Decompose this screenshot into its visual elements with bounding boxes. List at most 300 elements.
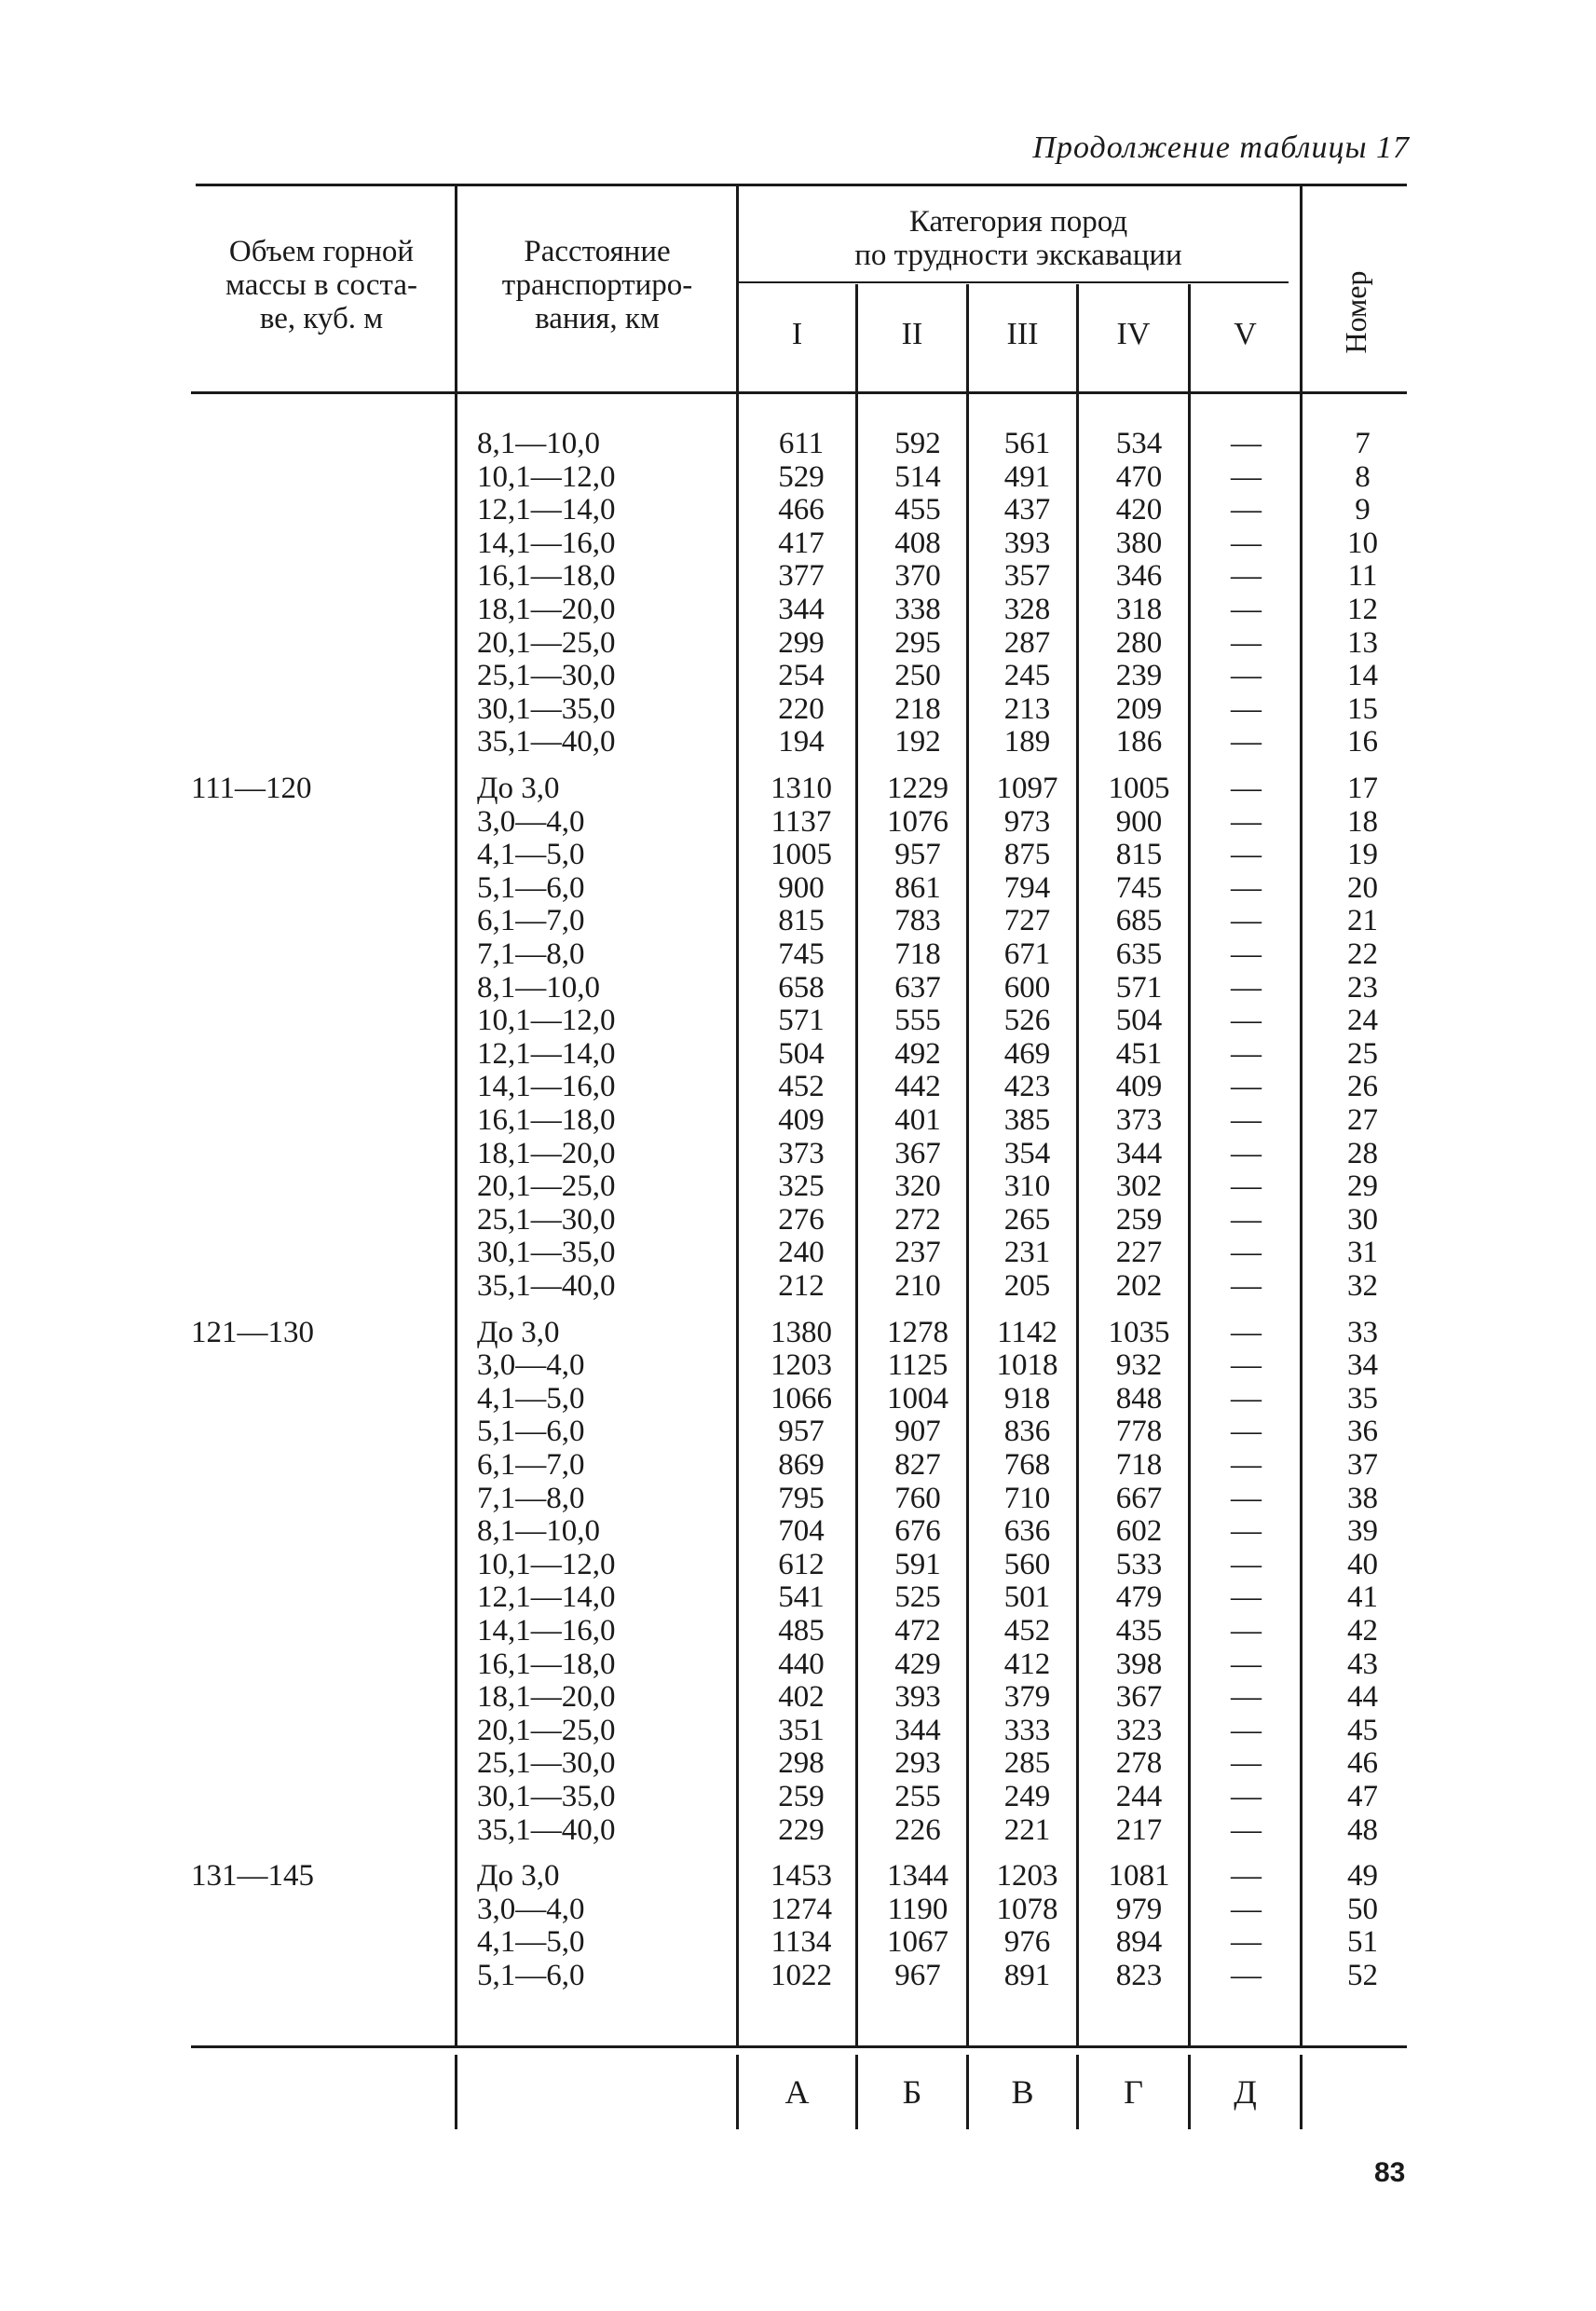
cell-iv: 479: [1115, 1580, 1163, 1615]
cell-num: 48: [1347, 1812, 1378, 1847]
table-bottom-rule: [191, 2045, 1407, 2048]
table-row: [0, 1746, 1596, 1780]
cell-ii: 525: [894, 1580, 941, 1615]
cell-v: —: [1231, 1514, 1262, 1549]
cell-iii: 891: [1003, 1959, 1051, 1992]
cell-num: 22: [1347, 937, 1378, 971]
cell-i: 869: [778, 1448, 825, 1482]
cell-num: 32: [1347, 1269, 1378, 1303]
cell-iv: 470: [1115, 459, 1163, 494]
header-distance: [458, 235, 736, 335]
cell-i: 276: [778, 1202, 825, 1237]
cell-v: —: [1231, 1315, 1262, 1349]
cell-ii: 344: [894, 1713, 941, 1747]
cell-num: 16: [1347, 725, 1378, 759]
cell-num: 30: [1347, 1202, 1378, 1237]
table-row: [0, 1813, 1596, 1847]
cell-iv: 186: [1115, 725, 1163, 759]
cell-v: —: [1231, 1547, 1262, 1581]
category-rule: [739, 281, 1289, 283]
cell-iii: 285: [1003, 1746, 1051, 1781]
cell-ii: 320: [894, 1169, 941, 1204]
cell-v: —: [1231, 1859, 1262, 1894]
cell-dist: 3,0—4,0: [477, 1348, 585, 1383]
cell-dist: 20,1—25,0: [477, 625, 616, 660]
cell-iii: 1078: [996, 1892, 1058, 1926]
cell-vol: 131—145: [191, 1859, 314, 1894]
cell-iii: 333: [1003, 1713, 1051, 1747]
cell-iii: 794: [1003, 870, 1051, 905]
cell-v: —: [1231, 659, 1262, 693]
cell-dist: 6,1—7,0: [477, 904, 585, 938]
cell-iii: 469: [1003, 1036, 1051, 1071]
cell-dist: 7,1—8,0: [477, 937, 585, 971]
cell-dist: До 3,0: [477, 1859, 560, 1894]
table-row: [0, 1269, 1596, 1303]
cell-num: 9: [1355, 493, 1371, 527]
cell-i: 417: [778, 526, 825, 560]
cell-num: 38: [1347, 1481, 1378, 1515]
cell-iii: 918: [1003, 1381, 1051, 1415]
cell-v: —: [1231, 526, 1262, 560]
cell-ii: 1190: [887, 1892, 948, 1926]
cell-iv: 745: [1115, 870, 1163, 905]
cell-v: —: [1231, 1614, 1262, 1648]
header-volume-line-2: массы в соста-: [225, 268, 417, 302]
table-row: [0, 1382, 1596, 1415]
header-cat-iv: IV: [1116, 317, 1151, 351]
cell-i: 351: [778, 1713, 825, 1747]
cell-num: 47: [1347, 1780, 1378, 1813]
cell-num: 19: [1347, 838, 1378, 872]
cell-iv: 685: [1115, 904, 1163, 938]
header-cat-ii: II: [901, 317, 923, 351]
cell-dist: 10,1—12,0: [477, 1004, 616, 1038]
cell-iv: 373: [1115, 1103, 1163, 1137]
cell-iv: 778: [1115, 1415, 1163, 1449]
cell-iii: 205: [1003, 1269, 1051, 1303]
cell-num: 44: [1347, 1680, 1378, 1715]
cell-dist: 3,0—4,0: [477, 804, 585, 839]
cell-iv: 435: [1115, 1614, 1163, 1648]
cell-ii: 472: [894, 1614, 941, 1648]
cell-iv: 932: [1115, 1348, 1163, 1383]
header-distance-line-3: вания, км: [535, 302, 660, 335]
cell-iii: 560: [1003, 1547, 1051, 1581]
cell-dist: 6,1—7,0: [477, 1448, 585, 1482]
cell-dist: 8,1—10,0: [477, 427, 600, 460]
cell-dist: До 3,0: [477, 772, 560, 805]
table-row: [0, 626, 1596, 660]
cell-ii: 760: [894, 1481, 941, 1515]
cell-iii: 875: [1003, 838, 1051, 872]
cell-v: —: [1231, 459, 1262, 494]
table-row: [0, 1236, 1596, 1269]
footer-letter-d: Д: [1234, 2073, 1257, 2111]
cell-iii: 973: [1003, 804, 1051, 839]
cell-iv: 227: [1115, 1236, 1163, 1270]
table-row: [0, 1169, 1596, 1203]
cell-i: 795: [778, 1481, 825, 1515]
cell-i: 220: [778, 691, 825, 726]
table-row: [0, 805, 1596, 839]
header-category: [739, 205, 1298, 272]
cell-dist: 35,1—40,0: [477, 725, 616, 759]
cell-ii: 1004: [887, 1381, 948, 1415]
table-row: [0, 1037, 1596, 1071]
table-row: [0, 1415, 1596, 1448]
cell-i: 344: [778, 593, 825, 626]
cell-iv: 302: [1115, 1169, 1163, 1204]
cell-i: 377: [778, 559, 825, 594]
cell-iii: 1203: [996, 1859, 1058, 1894]
cell-dist: 18,1—20,0: [477, 1680, 616, 1715]
cell-ii: 455: [894, 493, 941, 527]
cell-ii: 408: [894, 526, 941, 560]
cell-ii: 1278: [887, 1315, 948, 1349]
table-row: [0, 1714, 1596, 1747]
cell-num: 42: [1347, 1614, 1378, 1648]
table-row: [0, 1203, 1596, 1237]
cell-i: 259: [778, 1780, 825, 1813]
cell-i: 571: [778, 1004, 825, 1038]
cell-iii: 393: [1003, 526, 1051, 560]
cell-num: 14: [1347, 659, 1378, 693]
cell-i: 452: [778, 1070, 825, 1104]
cell-dist: 30,1—35,0: [477, 1780, 616, 1813]
cell-iii: 412: [1003, 1647, 1051, 1681]
table-row: [0, 838, 1596, 871]
cell-ii: 907: [894, 1415, 941, 1449]
cell-v: —: [1231, 625, 1262, 660]
cell-iii: 768: [1003, 1448, 1051, 1482]
cell-dist: 12,1—14,0: [477, 1580, 616, 1615]
table-row: [0, 1614, 1596, 1648]
cell-num: 39: [1347, 1514, 1378, 1549]
cell-ii: 637: [894, 970, 941, 1005]
header-cat-v: V: [1234, 317, 1257, 351]
cell-iv: 451: [1115, 1036, 1163, 1071]
cell-v: —: [1231, 1169, 1262, 1204]
cell-dist: 4,1—5,0: [477, 838, 585, 872]
cell-ii: 555: [894, 1004, 941, 1038]
cell-i: 409: [778, 1103, 825, 1137]
cell-i: 254: [778, 659, 825, 693]
cell-num: 25: [1347, 1036, 1378, 1071]
table-row: [0, 460, 1596, 494]
cell-num: 34: [1347, 1348, 1378, 1383]
cell-ii: 592: [894, 427, 941, 460]
cell-iv: 420: [1115, 493, 1163, 527]
cell-iii: 245: [1003, 659, 1051, 693]
cell-iii: 231: [1003, 1236, 1051, 1270]
cell-i: 704: [778, 1514, 825, 1549]
cell-ii: 401: [894, 1103, 941, 1137]
cell-iv: 900: [1115, 804, 1163, 839]
cell-iii: 636: [1003, 1514, 1051, 1549]
cell-iii: 357: [1003, 559, 1051, 594]
cell-i: 229: [778, 1812, 825, 1847]
cell-iv: 217: [1115, 1812, 1163, 1847]
footer-letter-g: Г: [1124, 2073, 1143, 2111]
cell-ii: 255: [894, 1780, 941, 1813]
cell-ii: 226: [894, 1812, 941, 1847]
cell-num: 18: [1347, 804, 1378, 839]
cell-iv: 380: [1115, 526, 1163, 560]
cell-v: —: [1231, 804, 1262, 839]
cell-i: 900: [778, 870, 825, 905]
table-row: [0, 1316, 1596, 1349]
table-row: [0, 1448, 1596, 1482]
cell-i: 1203: [771, 1348, 832, 1383]
cell-dist: 25,1—30,0: [477, 1746, 616, 1781]
cell-i: 1453: [771, 1859, 832, 1894]
header-distance-line-1: Расстояние: [524, 235, 671, 268]
cell-iv: 398: [1115, 1647, 1163, 1681]
cell-iii: 379: [1003, 1680, 1051, 1715]
cell-ii: 237: [894, 1236, 941, 1270]
cell-dist: 4,1—5,0: [477, 1925, 585, 1960]
cell-i: 1134: [771, 1925, 832, 1960]
cell-ii: 827: [894, 1448, 941, 1482]
cell-dist: 18,1—20,0: [477, 1136, 616, 1170]
header-bottom-rule: [191, 391, 1407, 394]
cell-i: 1005: [771, 838, 832, 872]
cell-iii: 1018: [996, 1348, 1058, 1383]
cell-dist: 16,1—18,0: [477, 559, 616, 594]
cell-i: 611: [778, 427, 825, 460]
cell-num: 31: [1347, 1236, 1378, 1270]
cell-num: 35: [1347, 1381, 1378, 1415]
cell-ii: 250: [894, 659, 941, 693]
cell-dist: 14,1—16,0: [477, 526, 616, 560]
cell-ii: 442: [894, 1070, 941, 1104]
cell-ii: 591: [894, 1547, 941, 1581]
cell-i: 299: [778, 625, 825, 660]
cell-num: 52: [1347, 1959, 1378, 1992]
header-volume-line-3: ве, куб. м: [259, 302, 384, 335]
cell-iii: 727: [1003, 904, 1051, 938]
cell-dist: 10,1—12,0: [477, 459, 616, 494]
header-cat-iii: III: [1006, 317, 1039, 351]
table-row: [0, 593, 1596, 626]
cell-dist: 20,1—25,0: [477, 1713, 616, 1747]
cell-i: 485: [778, 1614, 825, 1648]
cell-v: —: [1231, 904, 1262, 938]
cell-i: 212: [778, 1269, 825, 1303]
cell-iv: 409: [1115, 1070, 1163, 1104]
cell-num: 46: [1347, 1746, 1378, 1781]
cell-iv: 202: [1115, 1269, 1163, 1303]
cell-iii: 710: [1003, 1481, 1051, 1515]
cell-num: 37: [1347, 1448, 1378, 1482]
table-row: [0, 559, 1596, 593]
cell-iv: 259: [1115, 1202, 1163, 1237]
top-rule: [196, 184, 1407, 186]
table-row: [0, 1580, 1596, 1614]
cell-dist: 20,1—25,0: [477, 1169, 616, 1204]
footer-letter-a: А: [784, 2073, 810, 2111]
cell-v: —: [1231, 1780, 1262, 1813]
table-row: [0, 1103, 1596, 1137]
cell-ii: 1125: [887, 1348, 948, 1383]
cell-iii: 671: [1003, 937, 1051, 971]
cell-i: 194: [778, 725, 825, 759]
cell-num: 26: [1347, 1070, 1378, 1104]
cell-v: —: [1231, 1925, 1262, 1960]
cell-ii: 293: [894, 1746, 941, 1781]
cell-v: —: [1231, 1448, 1262, 1482]
cell-iv: 367: [1115, 1680, 1163, 1715]
cell-ii: 192: [894, 725, 941, 759]
table-row: [0, 659, 1596, 692]
cell-dist: 16,1—18,0: [477, 1103, 616, 1137]
cell-i: 1137: [771, 804, 832, 839]
cell-iii: 423: [1003, 1070, 1051, 1104]
cell-iii: 501: [1003, 1580, 1051, 1615]
cell-dist: 7,1—8,0: [477, 1481, 585, 1515]
cell-num: 51: [1347, 1925, 1378, 1960]
cell-vol: 111—120: [191, 772, 312, 805]
cell-v: —: [1231, 559, 1262, 594]
cell-iii: 310: [1003, 1169, 1051, 1204]
cell-num: 45: [1347, 1713, 1378, 1747]
cell-vol: 121—130: [191, 1315, 314, 1349]
table-row: [0, 772, 1596, 805]
cell-ii: 1229: [887, 772, 948, 805]
cell-num: 20: [1347, 870, 1378, 905]
cell-v: —: [1231, 870, 1262, 905]
table-row: [0, 1482, 1596, 1515]
cell-ii: 718: [894, 937, 941, 971]
cell-iv: 318: [1115, 593, 1163, 626]
cell-ii: 338: [894, 593, 941, 626]
cell-dist: 12,1—14,0: [477, 493, 616, 527]
cell-iii: 213: [1003, 691, 1051, 726]
cell-iii: 526: [1003, 1004, 1051, 1038]
cell-dist: 16,1—18,0: [477, 1647, 616, 1681]
cell-ii: 218: [894, 691, 941, 726]
cell-ii: 861: [894, 870, 941, 905]
cell-ii: 1344: [887, 1859, 948, 1894]
cell-num: 7: [1355, 427, 1371, 460]
cell-v: —: [1231, 1269, 1262, 1303]
cell-v: —: [1231, 1959, 1262, 1992]
cell-dist: 14,1—16,0: [477, 1070, 616, 1104]
cell-iv: 718: [1115, 1448, 1163, 1482]
cell-num: 49: [1347, 1859, 1378, 1894]
page-number: 83: [1374, 2157, 1406, 2188]
cell-num: 33: [1347, 1315, 1378, 1349]
table-row: [0, 692, 1596, 726]
table-row: [0, 427, 1596, 460]
cell-ii: 514: [894, 459, 941, 494]
cell-iv: 894: [1115, 1925, 1163, 1960]
cell-v: —: [1231, 937, 1262, 971]
cell-iv: 346: [1115, 559, 1163, 594]
cell-iii: 189: [1003, 725, 1051, 759]
table-row: [0, 493, 1596, 526]
col-divider-volume: [455, 186, 457, 391]
cell-dist: 5,1—6,0: [477, 1959, 585, 1992]
cell-v: —: [1231, 1892, 1262, 1926]
header-volume: [191, 235, 452, 335]
cell-dist: 10,1—12,0: [477, 1547, 616, 1581]
cell-i: 612: [778, 1547, 825, 1581]
cell-iii: 328: [1003, 593, 1051, 626]
cell-iv: 667: [1115, 1481, 1163, 1515]
cell-v: —: [1231, 1381, 1262, 1415]
col-divider-v: [1300, 186, 1303, 391]
cell-iii: 976: [1003, 1925, 1051, 1960]
cell-num: 10: [1347, 526, 1378, 560]
cell-v: —: [1231, 1415, 1262, 1449]
cell-ii: 393: [894, 1680, 941, 1715]
cell-iv: 278: [1115, 1746, 1163, 1781]
cell-i: 373: [778, 1136, 825, 1170]
header-cat-i: I: [791, 317, 803, 351]
table-row: [0, 1680, 1596, 1714]
cell-v: —: [1231, 1103, 1262, 1137]
cell-dist: 8,1—10,0: [477, 970, 600, 1005]
cell-iii: 1142: [997, 1315, 1057, 1349]
header-volume-line-1: Объем горной: [228, 235, 415, 268]
table-row: [0, 1893, 1596, 1926]
cell-iii: 385: [1003, 1103, 1051, 1137]
cell-num: 27: [1347, 1103, 1378, 1137]
cell-dist: 8,1—10,0: [477, 1514, 600, 1549]
cell-num: 21: [1347, 904, 1378, 938]
cell-dist: 5,1—6,0: [477, 1415, 585, 1449]
table-row: [0, 1548, 1596, 1581]
cell-v: —: [1231, 1036, 1262, 1071]
cell-iii: 265: [1003, 1202, 1051, 1237]
cell-dist: 4,1—5,0: [477, 1381, 585, 1415]
cell-i: 815: [778, 904, 825, 938]
cell-num: 41: [1347, 1580, 1378, 1615]
cell-v: —: [1231, 725, 1262, 759]
cell-iv: 602: [1115, 1514, 1163, 1549]
cell-i: 1022: [771, 1959, 832, 1992]
cell-ii: 272: [894, 1202, 941, 1237]
cell-dist: 30,1—35,0: [477, 1236, 616, 1270]
cell-iv: 635: [1115, 937, 1163, 971]
cell-v: —: [1231, 1004, 1262, 1038]
cell-iv: 1081: [1108, 1859, 1170, 1894]
cell-num: 17: [1347, 772, 1378, 805]
footer-letter-b: Б: [902, 2073, 922, 2111]
table-row: [0, 1959, 1596, 1992]
cell-ii: 210: [894, 1269, 941, 1303]
cell-num: 23: [1347, 970, 1378, 1005]
cell-i: 1274: [771, 1892, 832, 1926]
cell-iv: 533: [1115, 1547, 1163, 1581]
header-category-line-1: Категория пород: [908, 205, 1128, 239]
cell-dist: 30,1—35,0: [477, 691, 616, 726]
cell-dist: 14,1—16,0: [477, 1614, 616, 1648]
cell-i: 529: [778, 459, 825, 494]
cell-i: 1066: [771, 1381, 832, 1415]
cell-i: 957: [778, 1415, 825, 1449]
cell-iii: 249: [1003, 1780, 1051, 1813]
cell-ii: 370: [894, 559, 941, 594]
cell-v: —: [1231, 970, 1262, 1005]
cell-v: —: [1231, 691, 1262, 726]
cell-iv: 1005: [1108, 772, 1170, 805]
cell-iv: 815: [1115, 838, 1163, 872]
cell-i: 240: [778, 1236, 825, 1270]
cell-iii: 452: [1003, 1614, 1051, 1648]
